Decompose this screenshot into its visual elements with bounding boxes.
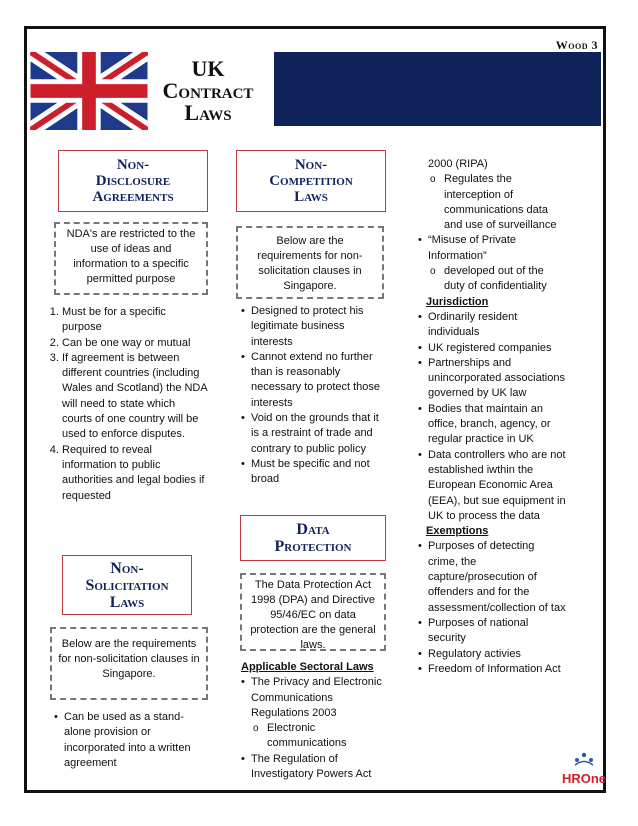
page-title: UK Contract Laws: [162, 56, 254, 125]
ripa-continued: 2000 (RIPA): [428, 158, 488, 170]
list-item: 3. If agreement is between different countries (including Wales and Scotland) the NDA will need to state which courts of one country will be used to enforce disputes.: [62, 351, 208, 443]
list-item: • Can be used as a stand-alone provision or incorporated into a written agreement: [54, 710, 204, 771]
uk-flag-icon: [30, 52, 148, 130]
data-protection-note: The Data Protection Act 1998 (DPA) and Directive 95/46/EC on data protection are the general laws.: [240, 573, 386, 651]
exemptions-heading: Exemptions: [426, 525, 489, 538]
header-band: [274, 52, 601, 126]
list-item: o Regulates the interception of communications data and use of surveillance: [418, 172, 566, 233]
non-competition-list: [241, 304, 389, 488]
list-item: • The Privacy and Electronic Communications Regulations 2003: [241, 675, 391, 721]
list-item: o Electronic communications: [241, 721, 391, 752]
nda-heading: Non- Disclosure Agreements: [58, 150, 208, 212]
list-item: 4. Required to reveal information to public authorities and legal bodies if requested: [62, 443, 208, 504]
list-item: o developed out of the duty of confidentiality: [418, 264, 566, 295]
hrone-mark-icon: [573, 752, 595, 766]
non-competition-note: Below are the requirements for non-solicitation clauses in Singapore.: [236, 226, 384, 299]
non-solicitation-note: Below are the requirements for non-solicitation clauses in Singapore.: [50, 627, 208, 700]
list-item: • Data controllers who are not established iwthin the European Economic Area (EEA), but sue equipment in UK to process the data: [418, 448, 566, 524]
logo-text: HROne: [561, 771, 606, 786]
list-item: • Purposes of national security: [418, 616, 566, 647]
right-column: [418, 157, 566, 677]
data-protection-heading: Data Protection: [240, 515, 386, 561]
jurisdiction-heading: Jurisdiction: [426, 295, 489, 308]
list-item: • Bodies that maintain an office, branch, agency, or regular practice in UK: [418, 402, 566, 448]
list-item: • UK registered companies: [418, 341, 566, 356]
sectoral-laws-heading: Applicable Sectoral Laws: [241, 661, 374, 673]
list-item: 1. Must be for a specific purpose: [62, 305, 208, 336]
list-item: • Purposes of detecting crime, the capture/prosecution of offenders and for the assessment/collection of tax: [418, 539, 566, 615]
list-item: • Partnerships and unincorporated associations governed by UK law: [418, 356, 566, 402]
list-item: • Ordinarily resident individuals: [418, 310, 566, 341]
list-item: • “Misuse of Private Information”: [418, 233, 566, 264]
non-solicitation-list: [54, 710, 204, 771]
list-item: • Regulatory activies: [418, 647, 566, 662]
list-item: • The Regulation of Investigatory Powers Act: [241, 752, 391, 783]
hrone-logo-icon: [562, 752, 606, 786]
list-item: • Must be specific and not broad: [241, 457, 389, 488]
non-competition-heading: Non- Competition Laws: [236, 150, 386, 212]
list-item: • Designed to protect his legitimate business interests: [241, 304, 389, 350]
nda-note: NDA's are restricted to the use of ideas and information to a specific permitted purpose: [54, 222, 208, 295]
list-item: 2. Can be one way or mutual: [62, 336, 208, 351]
brand-tag: Wood 3: [555, 38, 598, 52]
list-item: • Void on the grounds that it is a restraint of trade and contrary to public policy: [241, 411, 389, 457]
list-item: • Freedom of Information Act: [418, 662, 566, 677]
list-item: • Cannot extend no further than is reasonably necessary to protect those interests: [241, 350, 389, 411]
data-protection-list: [241, 660, 391, 782]
non-solicitation-heading: Non- Solicitation Laws: [62, 555, 192, 615]
nda-list: [42, 305, 208, 504]
